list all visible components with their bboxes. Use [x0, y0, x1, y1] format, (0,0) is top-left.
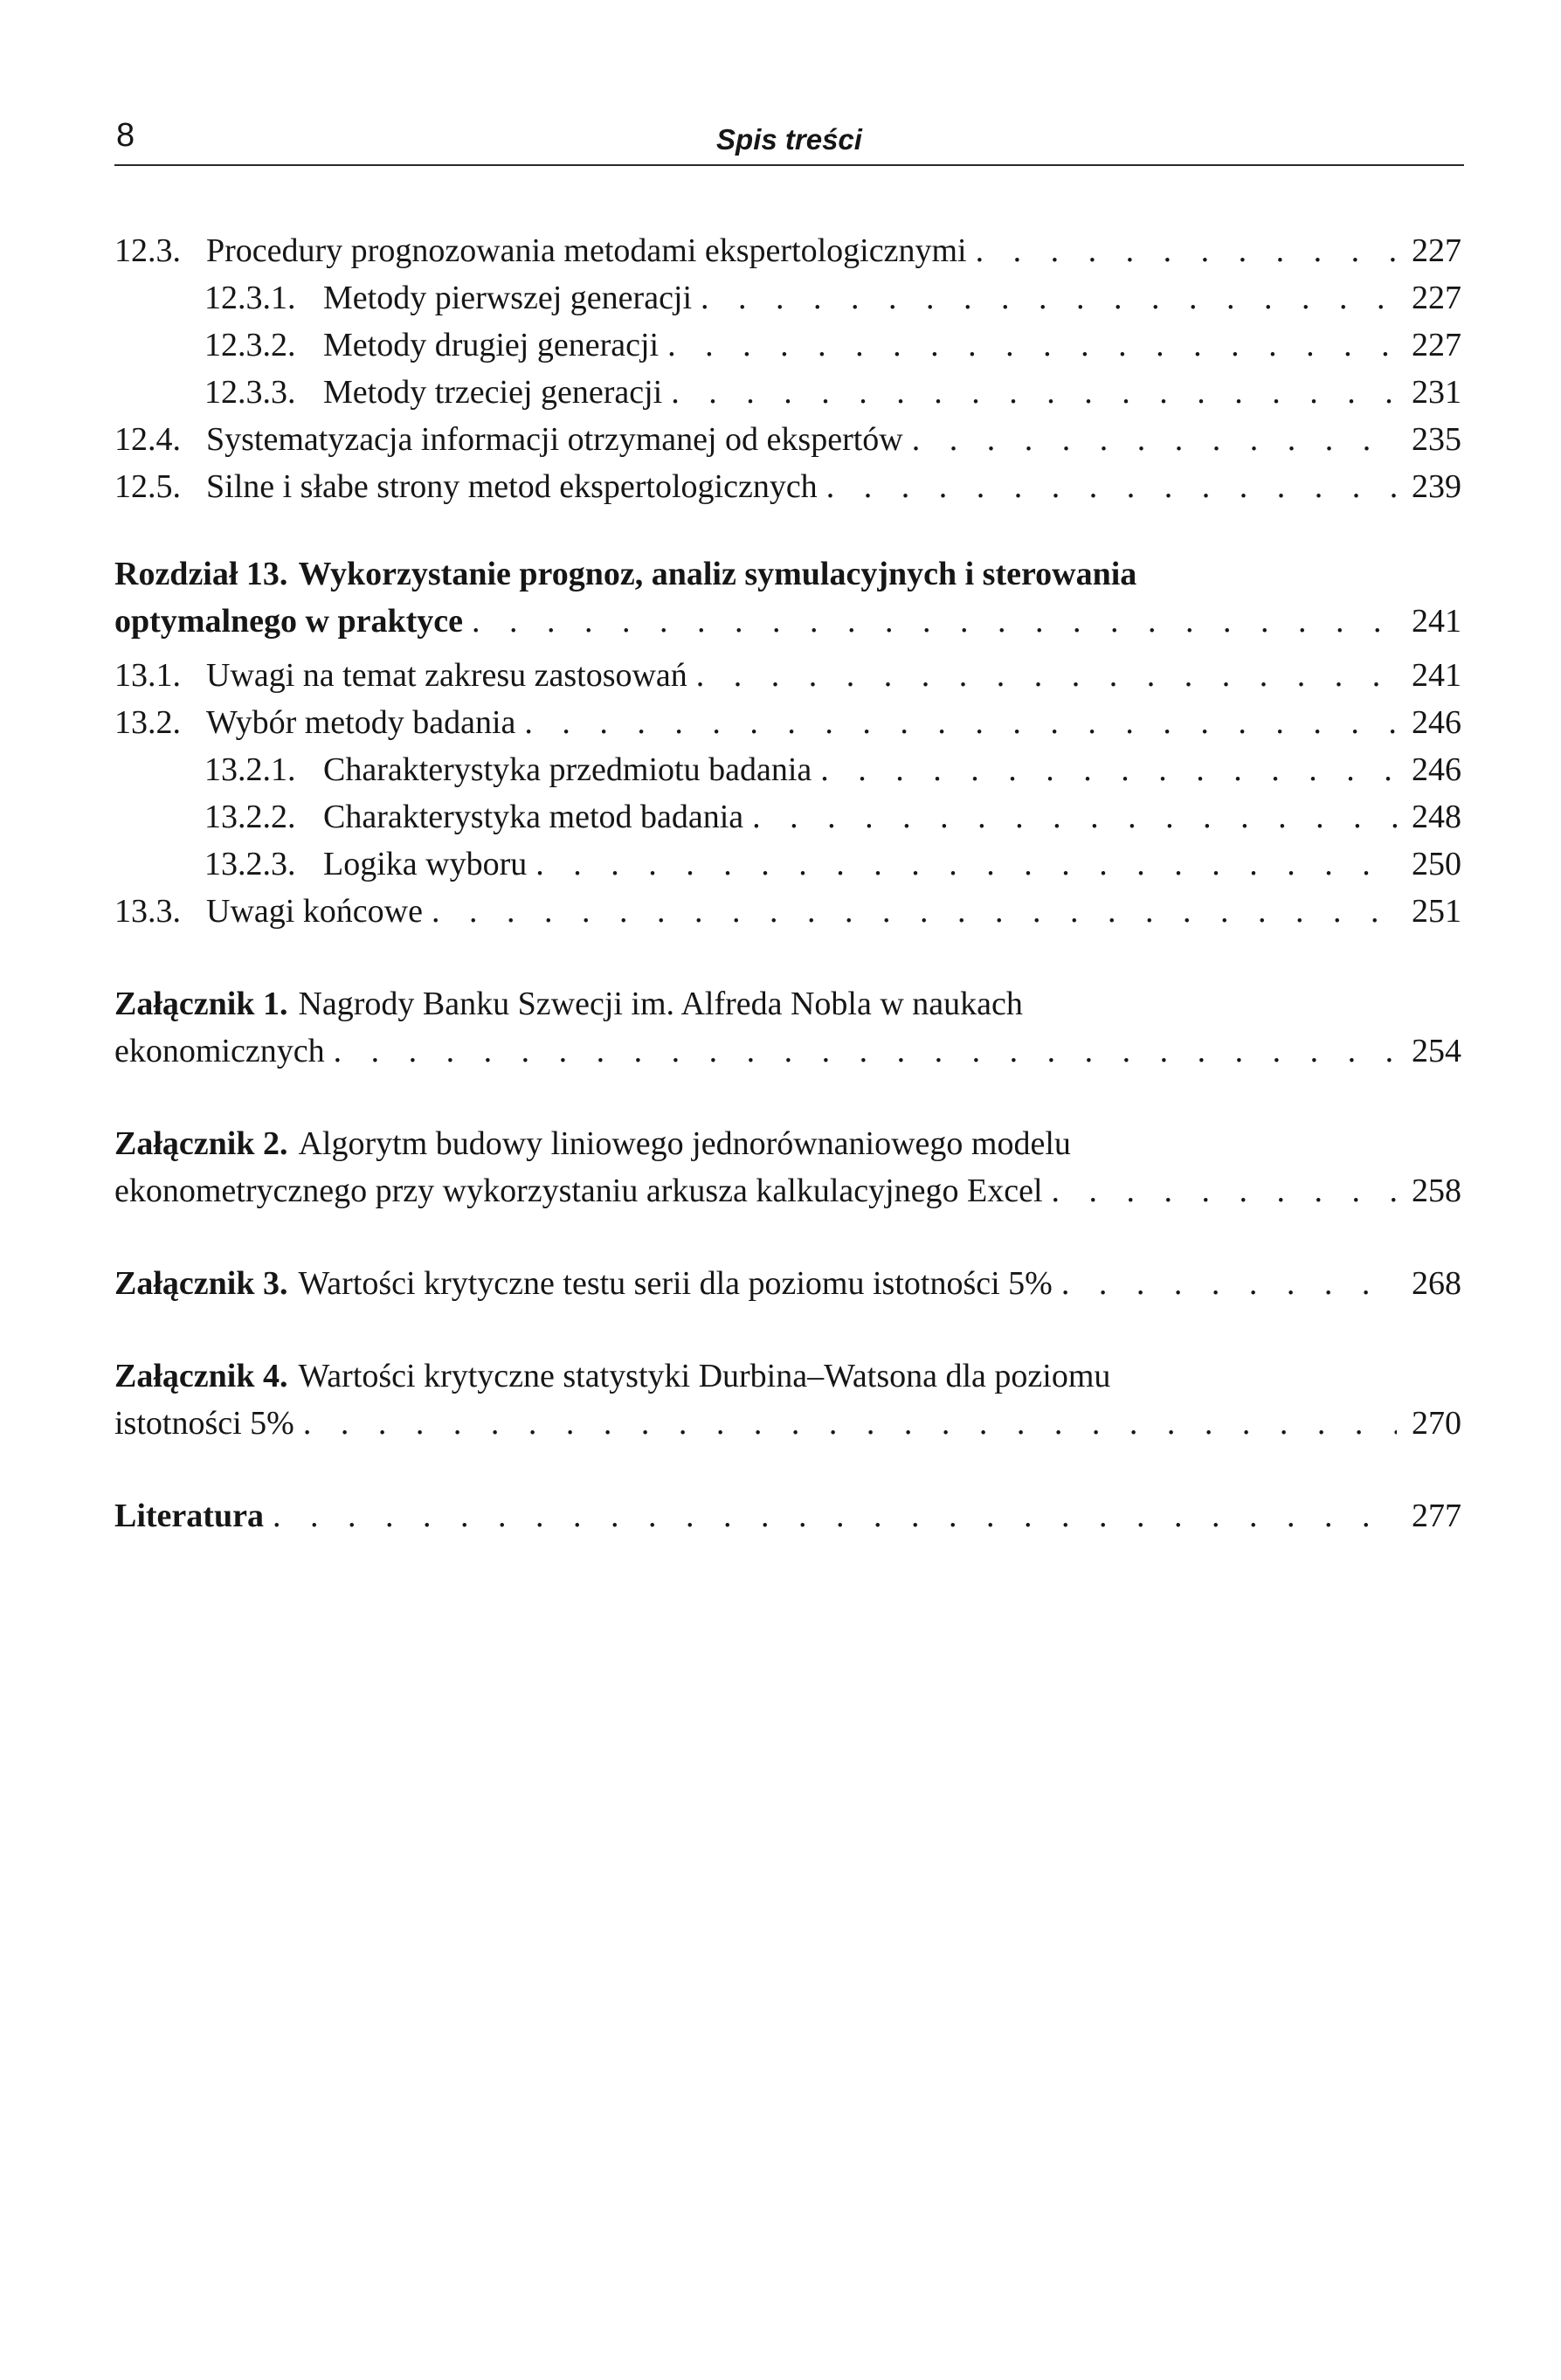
section-title: Metody pierwszej generacji	[323, 280, 693, 316]
toc-entry-12-3-2	[114, 322, 1461, 369]
toc-entry-13-2-1	[114, 746, 1461, 793]
appendix-label: Załącznik 1.	[114, 986, 288, 1022]
page-header	[114, 112, 1464, 166]
page-reference: 241	[1412, 657, 1461, 694]
section-title: Charakterystyka przedmiotu badania	[323, 751, 812, 788]
appendix-title-line1: Wartości krytyczne statystyki Durbina–Watsona dla poziomu	[298, 1358, 1111, 1394]
section-number: 12.4.	[114, 421, 181, 458]
section-title: Systematyzacja informacji otrzymanej od ekspertów	[206, 421, 903, 458]
section-number: 12.3.	[114, 232, 181, 269]
appendix-title-line1: Algorytm budowy liniowego jednorównaniowego modelu	[298, 1125, 1071, 1162]
toc-entry-13-1	[114, 652, 1461, 699]
dot-leader	[976, 227, 1397, 274]
dot-leader	[671, 369, 1397, 416]
dot-leader	[696, 652, 1397, 699]
toc-entry-appendix-3	[114, 1260, 1461, 1307]
page-reference: 227	[1412, 327, 1461, 363]
appendix-title-line1: Nagrody Banku Szwecji im. Alfreda Nobla w naukach	[298, 986, 1023, 1022]
dot-leader	[701, 274, 1397, 322]
page-number: 8	[116, 117, 135, 154]
page-reference: 248	[1412, 799, 1461, 835]
page-reference: 251	[1412, 893, 1461, 930]
page-reference: 227	[1412, 232, 1461, 269]
dot-leader	[273, 1492, 1397, 1539]
chapter-title-line1: Wykorzystanie prognoz, analiz symulacyjnych i sterowania	[298, 556, 1137, 592]
section-number: 12.5.	[114, 468, 181, 505]
section-title: Uwagi na temat zakresu zastosowań	[206, 657, 687, 694]
toc-entry-appendix-4	[114, 1353, 1461, 1447]
dot-leader	[472, 598, 1397, 645]
page-reference: 277	[1412, 1498, 1461, 1534]
dot-leader	[1052, 1167, 1397, 1214]
section-number: 12.3.1.	[204, 280, 296, 316]
appendix-label: Załącznik 4.	[114, 1358, 288, 1394]
dot-leader	[820, 746, 1397, 793]
toc-entry-13-2-3	[114, 841, 1461, 888]
dot-leader	[1061, 1260, 1397, 1307]
appendix-title-line2: ekonometrycznego przy wykorzystaniu arkusza kalkulacyjnego Excel	[114, 1173, 1043, 1209]
page-reference: 254	[1412, 1033, 1461, 1069]
section-number: 13.2.3.	[204, 846, 296, 882]
appendix-title: Wartości krytyczne testu serii dla poziomu istotności 5%	[298, 1265, 1053, 1302]
toc-entry-13-2-2	[114, 793, 1461, 841]
appendix-title-line2: istotności 5%	[114, 1405, 294, 1442]
dot-leader	[912, 416, 1397, 463]
toc-entry-13-3	[114, 888, 1461, 935]
appendix-label: Załącznik 3.	[114, 1265, 288, 1302]
toc-entry-12-4	[114, 416, 1461, 463]
dot-leader	[524, 699, 1397, 746]
toc-entry-appendix-2	[114, 1120, 1461, 1214]
section-title: Charakterystyka metod badania	[323, 799, 744, 835]
toc-entry-12-3-3	[114, 369, 1461, 416]
bibliography-label: Literatura	[114, 1498, 264, 1534]
toc-entry-bibliography	[114, 1492, 1461, 1539]
toc-entry-12-3-1	[114, 274, 1461, 322]
table-of-contents	[114, 227, 1461, 1539]
page-reference: 270	[1412, 1405, 1461, 1442]
section-number: 13.2.2.	[204, 799, 296, 835]
section-number: 13.2.1.	[204, 751, 296, 788]
page-reference: 239	[1412, 468, 1461, 505]
section-number: 12.3.3.	[204, 374, 296, 411]
dot-leader	[667, 322, 1397, 369]
dot-leader	[752, 793, 1397, 841]
section-title: Silne i słabe strony metod ekspertologicznych	[206, 468, 818, 505]
section-title: Metody drugiej generacji	[323, 327, 660, 363]
section-title: Procedury prognozowania metodami ekspertologicznymi	[206, 232, 967, 269]
dot-leader	[535, 841, 1397, 888]
toc-entry-12-5	[114, 463, 1461, 510]
toc-entry-chapter-13	[114, 550, 1461, 645]
section-title: Wybór metody badania	[206, 704, 516, 741]
section-number: 13.1.	[114, 657, 181, 694]
section-number: 13.2.	[114, 704, 181, 741]
section-title: Metody trzeciej generacji	[323, 374, 663, 411]
dot-leader	[303, 1400, 1397, 1447]
dot-leader	[432, 888, 1397, 935]
dot-leader	[334, 1027, 1397, 1075]
section-number: 13.3.	[114, 893, 181, 930]
page-reference: 246	[1412, 704, 1461, 741]
page-reference: 227	[1412, 280, 1461, 316]
page-reference: 250	[1412, 846, 1461, 882]
appendix-title-line2: ekonomicznych	[114, 1033, 325, 1069]
section-number: 12.3.2.	[204, 327, 296, 363]
page-reference: 235	[1412, 421, 1461, 458]
chapter-label: Rozdział 13.	[114, 556, 288, 592]
page-reference: 258	[1412, 1173, 1461, 1209]
section-title: Logika wyboru	[323, 846, 528, 882]
chapter-title-line2: optymalnego w praktyce	[114, 603, 463, 640]
page-reference: 241	[1412, 603, 1461, 640]
toc-entry-appendix-1	[114, 980, 1461, 1075]
page-reference: 246	[1412, 751, 1461, 788]
dot-leader	[826, 463, 1397, 510]
running-title: Spis treści	[716, 123, 862, 156]
appendix-label: Załącznik 2.	[114, 1125, 288, 1162]
toc-entry-13-2	[114, 699, 1461, 746]
page-reference: 268	[1412, 1265, 1461, 1302]
page-reference: 231	[1412, 374, 1461, 411]
section-title: Uwagi końcowe	[206, 893, 423, 930]
toc-entry-12-3	[114, 227, 1461, 274]
